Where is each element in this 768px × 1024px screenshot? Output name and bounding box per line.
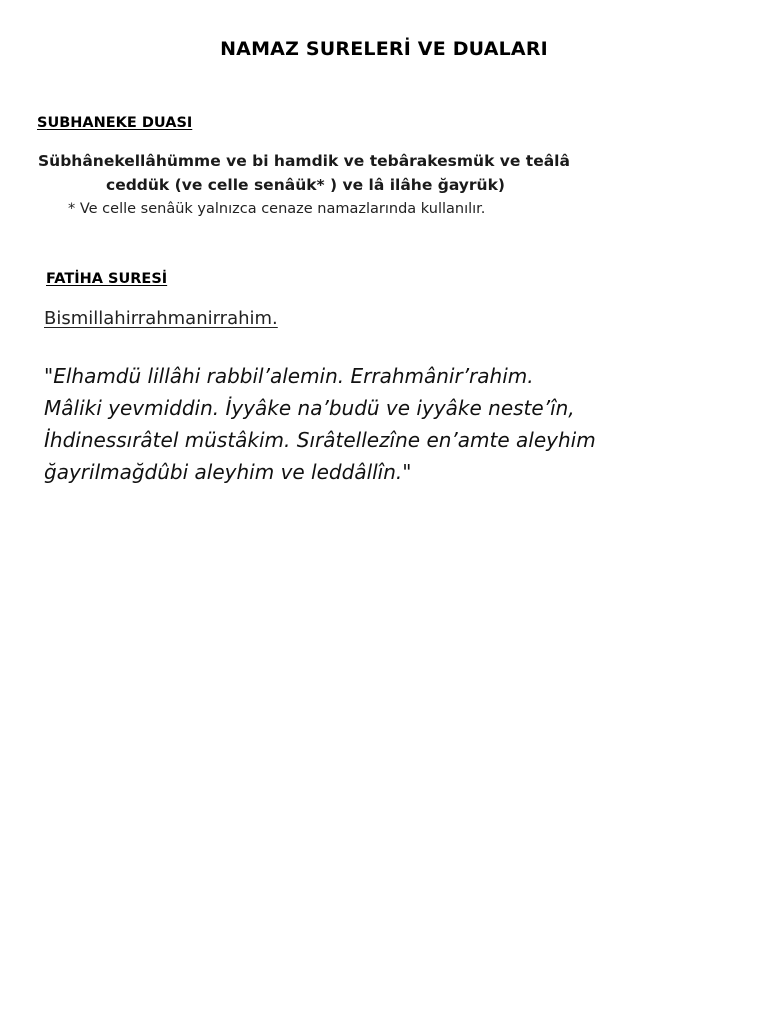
section-heading-fatiha: FATİHA SURESİ (46, 271, 168, 287)
basmala-line: Bismillahirrahmanirrahim. (44, 308, 278, 329)
section-heading-subhaneke: SUBHANEKE DUASI (37, 115, 193, 131)
prayer-line: ceddük (ve celle senâük* ) ve lâ ilâhe ğayrük) (106, 176, 505, 194)
subhaneke-prayer-text (38, 149, 598, 221)
surah-line: Mâliki yevmiddin. İyyâke na’budü ve iyyâke neste’în, (44, 396, 575, 420)
page-title: NAMAZ SURELERİ VE DUALARI (220, 38, 548, 60)
prayer-line: Sübhânekellâhümme ve bi hamdik ve tebârakesmük ve teâlâ (38, 152, 570, 170)
surah-line: İhdinessırâtel müstâkim. Sırâtellezîne en’amte aleyhim (44, 428, 596, 452)
fatiha-surah-text (44, 360, 664, 488)
surah-line: "Elhamdü lillâhi rabbil’alemin. Errahmânir’rahim. (44, 364, 534, 388)
surah-line: ğayrilmağdûbi aleyhim ve leddâllîn." (44, 460, 412, 484)
prayer-footnote: * Ve celle senâük yalnızca cenaze namazlarında kullanılır. (68, 201, 486, 217)
